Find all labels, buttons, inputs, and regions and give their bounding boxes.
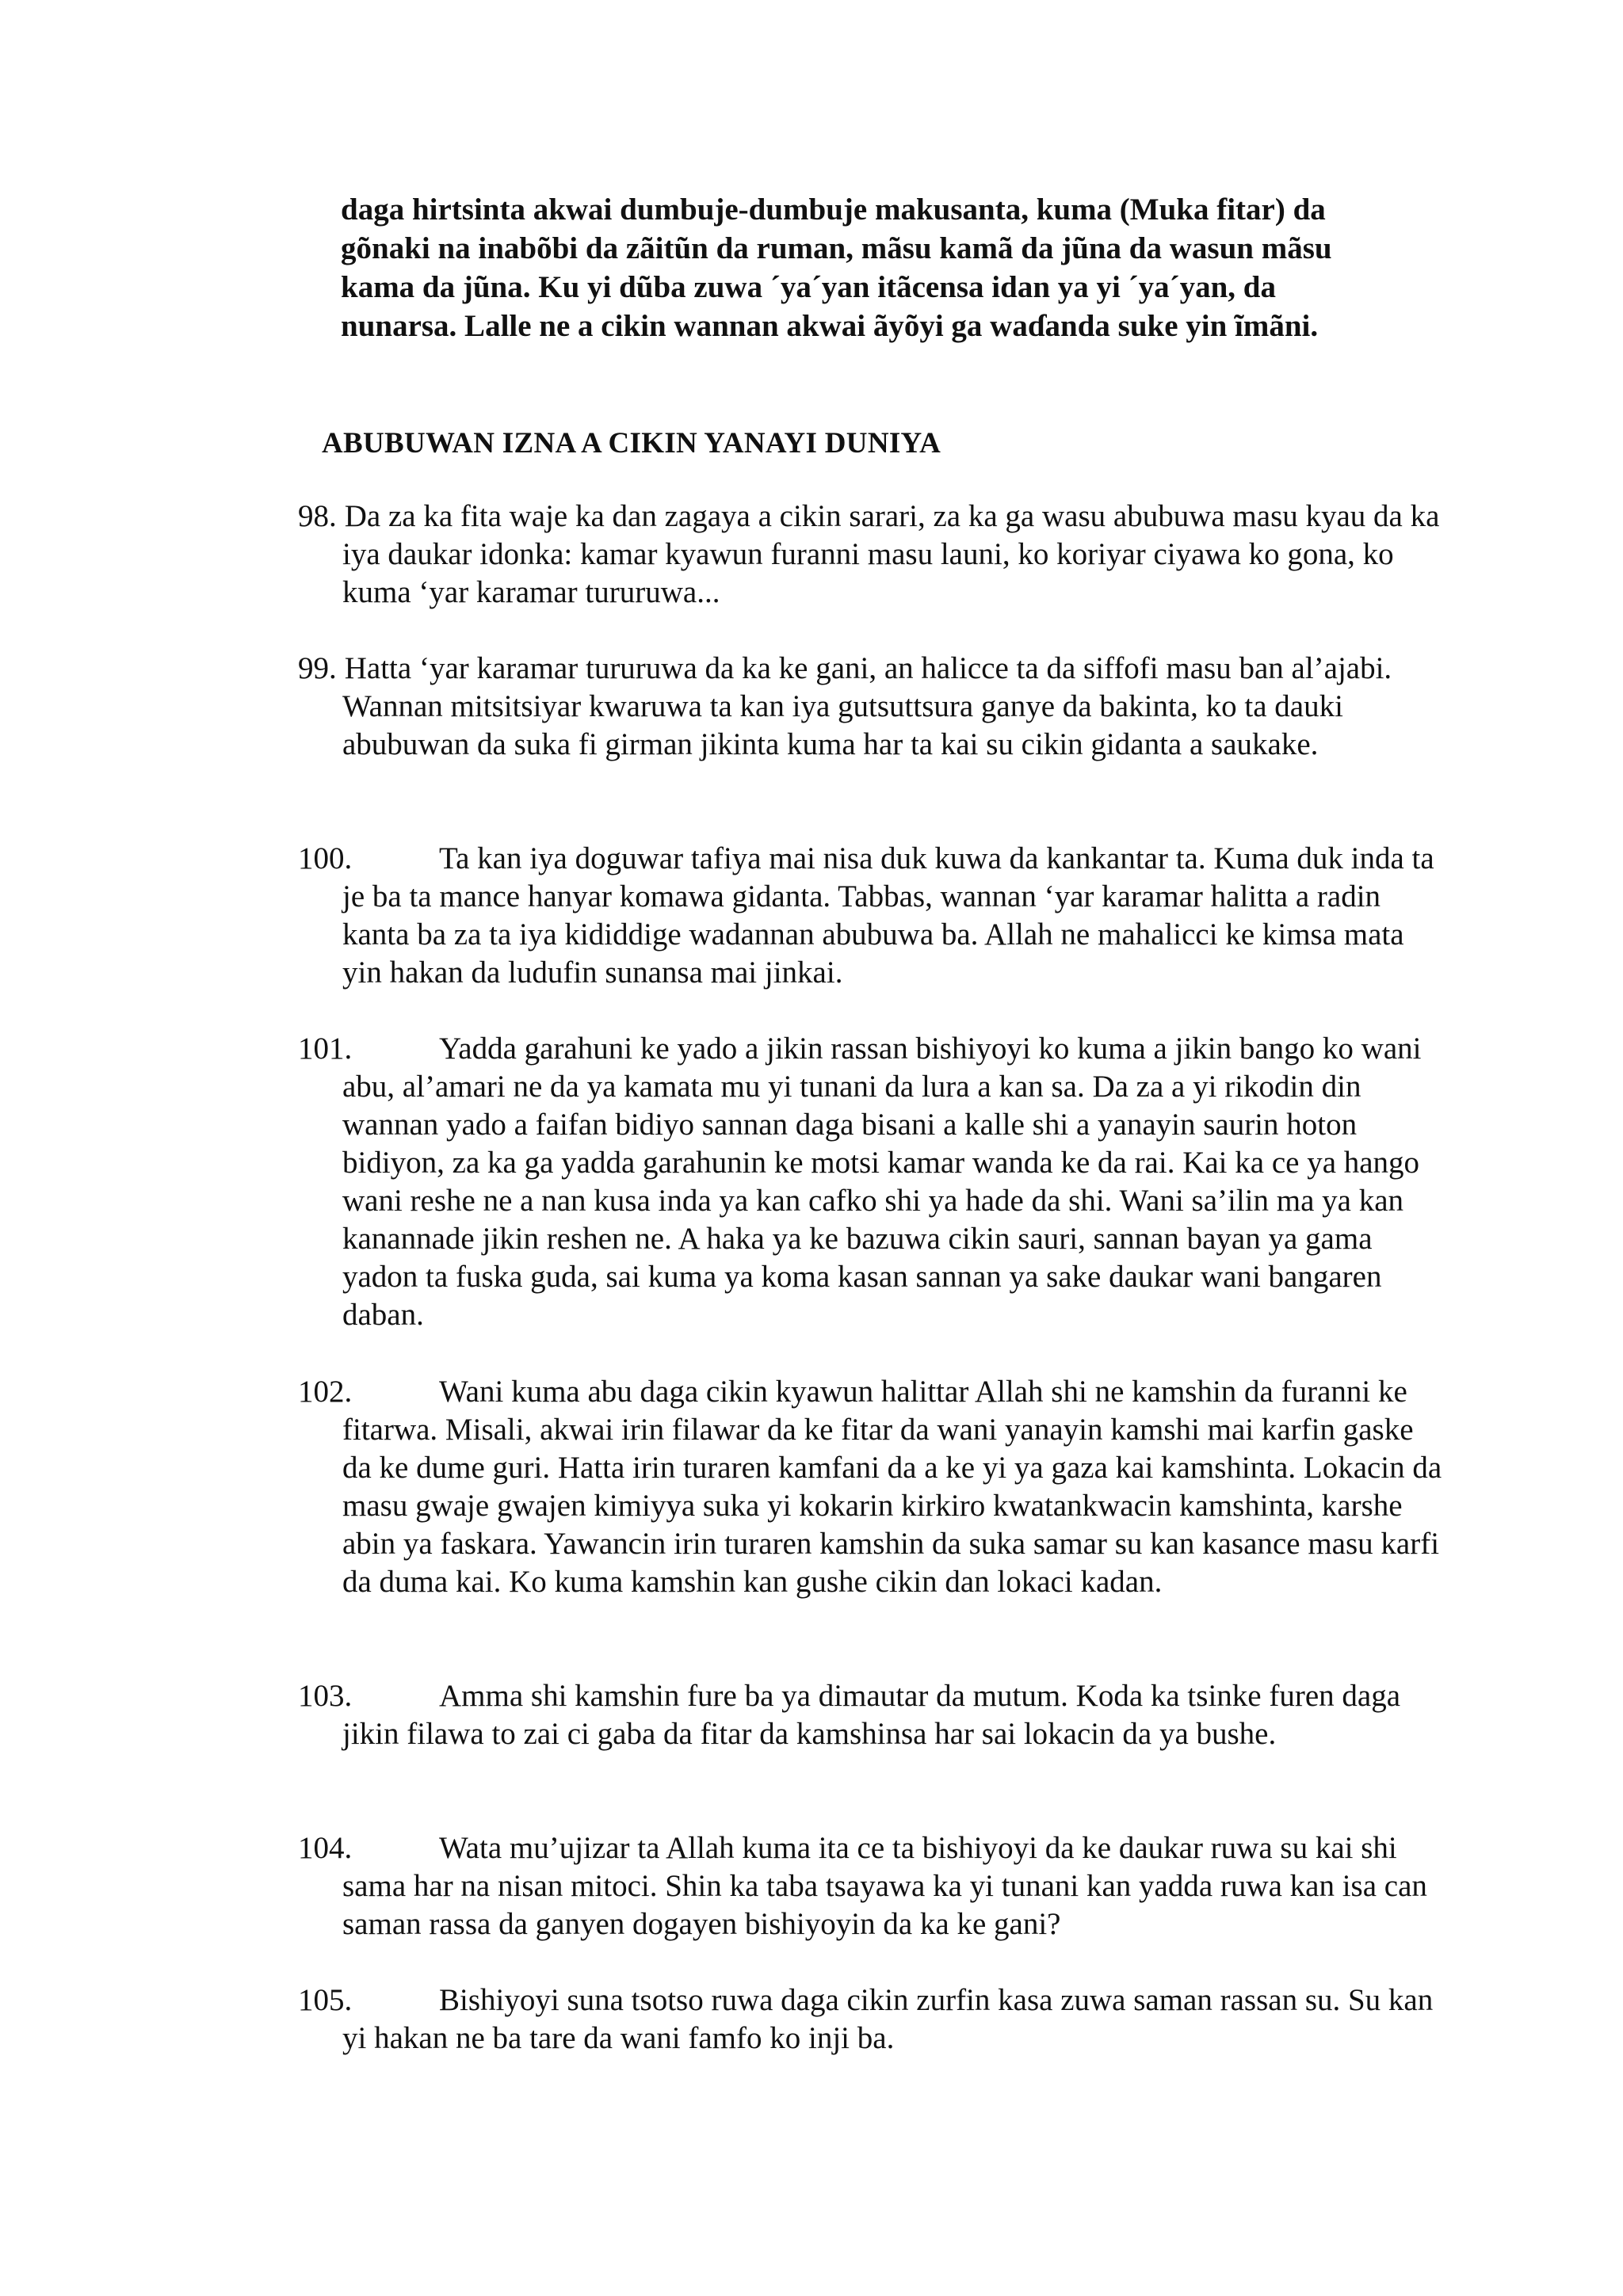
paragraph-104 xyxy=(298,1829,1444,1943)
intro-paragraph: daga hirtsinta akwai dumbuje-dumbuje makusanta, kuma (Muka fitar) da gõnaki na inabõbi da zãitũn da ruman, mãsu kamã da jũna da wasun mãsu kama da jũna. Ku yi dũba zuwa ´ya´yan itãcensa idan ya yi ´ya´yan, da nunarsa. Lalle ne a cikin wannan akwai ãyõyi ga waɗanda suke yin ĩmãni. xyxy=(341,193,1332,343)
paragraph-text: Hatta ‘yar karamar tururuwa da ka ke gani, an halicce ta da siffofi masu ban al’ajabi. Wannan mitsitsiyar kwaruwa ta kan iya gutsuttsura ganye da bakinta, ko ta dauki abubuwan da suka fi girman jikinta kuma har ta kai su cikin gidanta a saukake. xyxy=(342,651,1392,761)
paragraph-99 xyxy=(298,650,1444,764)
paragraph-number: 98. xyxy=(298,499,337,533)
paragraph-number: 99. xyxy=(298,651,337,685)
paragraph-98 xyxy=(298,498,1444,612)
paragraph-text: Wata mu’ujizar ta Allah kuma ita ce ta bishiyoyi da ke daukar ruwa su kai shi sama har na nisan mitoci. Shin ka taba tsayawa ka yi tunani kan yadda ruwa kan isa can saman rassa da ganyen dogayen bishiyoyin da ka ke gani? xyxy=(342,1831,1427,1941)
paragraph-number: 103. xyxy=(298,1679,353,1713)
paragraph-105 xyxy=(298,1981,1444,2058)
paragraph-number: 100. xyxy=(298,841,353,875)
paragraph-101 xyxy=(298,1030,1444,1334)
paragraph-number: 102. xyxy=(298,1375,353,1409)
paragraph-text: Da za ka fita waje ka dan zagaya a cikin sarari, za ka ga wasu abubuwa masu kyau da ka iya daukar idonka: kamar kyawun furanni masu launi, ko koriyar ciyawa ko gona, ko kuma ‘yar karamar tururuwa... xyxy=(342,499,1440,609)
paragraph-text: Wani kuma abu daga cikin kyawun halittar Allah shi ne kamshin da furanni ke fitarwa. Misali, akwai irin filawar da ke fitar da wani yanayin kamshi mai karfin gaske da ke dume guri. Hatta irin turaren kamfani da a ke yi ya gaza kai kamshinta. Lokacin da masu gwaje gwajen kimiyya suka yi kokarin kirkiro kwatankwacin kamshinta, karshe abin ya faskara. Yawancin irin turaren kamshin da suka samar su kan kasance masu karfi da duma kai. Ko kuma kamshin kan gushe cikin dan lokaci kadan. xyxy=(342,1375,1442,1599)
paragraph-number: 101. xyxy=(298,1032,353,1066)
paragraph-103 xyxy=(298,1677,1444,1753)
paragraph-text: Yadda garahuni ke yado a jikin rassan bishiyoyi ko kuma a jikin bango ko wani abu, al’amari ne da ya kamata mu yi tunani da lura a kan sa. Da za a yi rikodin din wannan yado a faifan bidiyo sannan daga bisani a kalle shi a yanayin saurin hoton bidiyon, za ka ga yadda garahunin ke motsi kamar wanda ke da rai. Kai ka ce ya hango wani reshe ne a nan kusa inda ya kan cafko shi ya hade da shi. Wani sa’ilin ma ya kan kanannade jikin reshen ne. A haka ya ke bazuwa cikin sauri, sannan bayan ya gama yadon ta fuska guda, sai kuma ya koma kasan sannan ya sake daukar wani bangaren daban. xyxy=(342,1032,1422,1332)
paragraph-number: 105. xyxy=(298,1983,353,2017)
paragraph-number: 104. xyxy=(298,1831,353,1865)
paragraph-text: Bishiyoyi suna tsotso ruwa daga cikin zurfin kasa zuwa saman rassan su. Su kan yi hakan ne ba tare da wani famfo ko inji ba. xyxy=(342,1983,1434,2055)
paragraph-text: Amma shi kamshin fure ba ya dimautar da mutum. Koda ka tsinke furen daga jikin filawa to zai ci gaba da fitar da kamshinsa har sai lokacin da ya bushe. xyxy=(342,1679,1400,1751)
paragraph-100 xyxy=(298,840,1444,992)
paragraph-text: Ta kan iya doguwar tafiya mai nisa duk kuwa da kankantar ta. Kuma duk inda ta je ba ta mance hanyar komawa gidanta. Tabbas, wannan ‘yar karamar halitta a radin kanta ba za ta iya kididdige wadannan abubuwa ba. Allah ne mahalicci ke kimsa mata yin hakan da ludufin sunansa mai jinkai. xyxy=(342,841,1434,990)
paragraph-102 xyxy=(298,1373,1444,1601)
section-heading: ABUBUWAN IZNA A CIKIN YANAYI DUNIYA xyxy=(322,427,941,460)
